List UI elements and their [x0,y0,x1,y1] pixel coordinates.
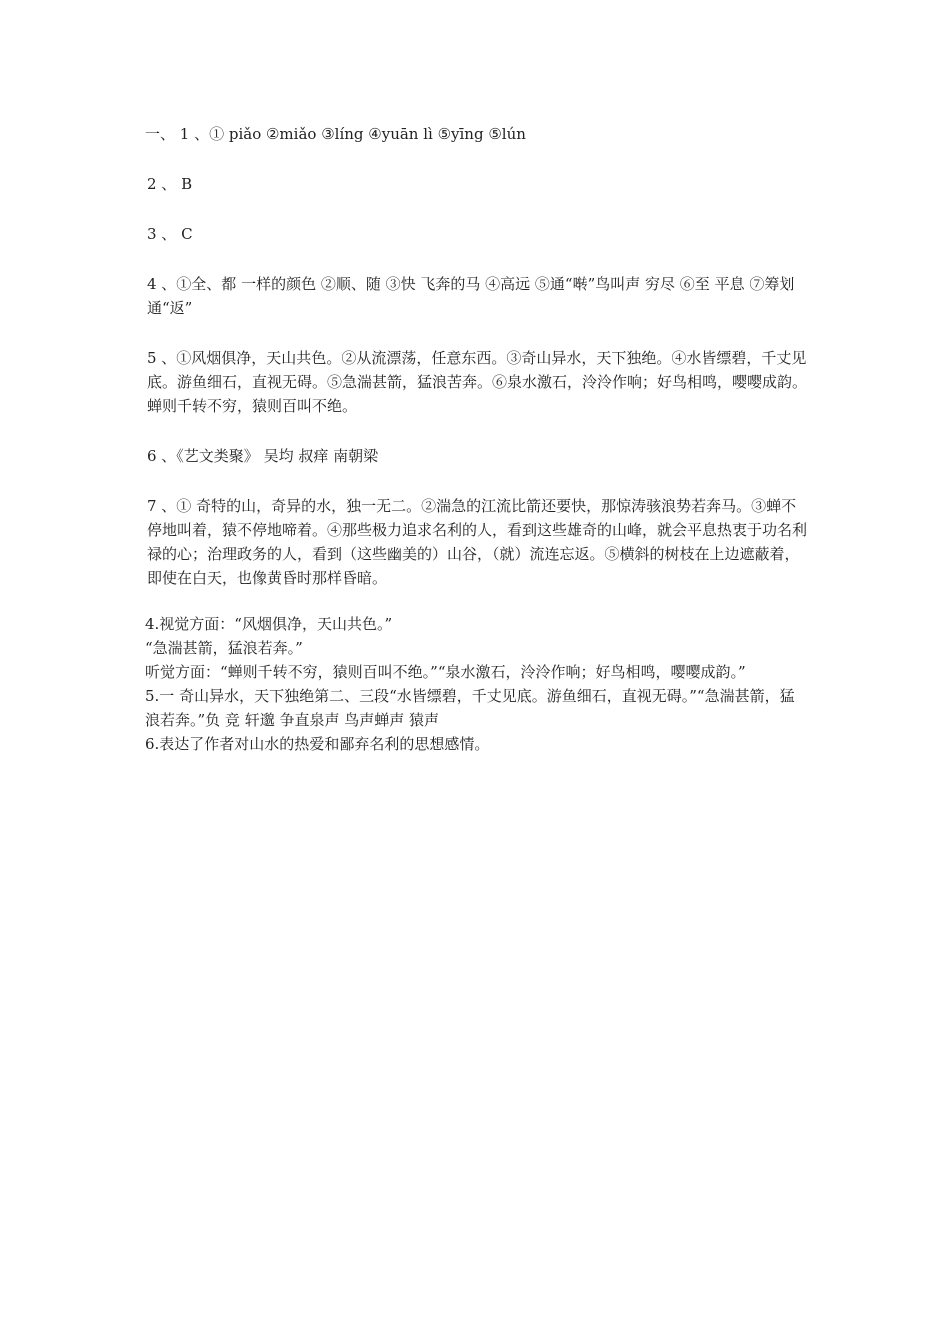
answer-q2: 2 、 B [147,175,193,193]
answer-q7: 7 、① 奇特的山，奇异的水，独一无二。②湍急的江流比箭还要快，那惊涛骇浪势若奔马。③蝉不停地叫着，猿不停地啼着。④那些极力追求名利的人，看到这些雄奇的山峰，就会平息热衷于功名利禄的心；治理政务的人，看到（这些幽美的）山谷，（就）流连忘返。⑤横斜的树枝在上边遮蔽着，即使在白天，也像黄昏时那样昏暗。 [147,497,808,587]
answer-extra4-visual: 4.视觉方面：“风烟俱净，天山共色。” [145,615,393,633]
answer-q6: 6 、《艺文类聚》 吴均 叔痒 南朝梁 [147,447,379,465]
answer-extra4-audio: 听觉方面：“蝉则千转不穷，猿则百叫不绝。”“泉水激石，泠泠作响；好鸟相鸣，嘤嘤成韵。” [145,663,746,681]
answer-extra5: 5.一 奇山异水，天下独绝第二、三段“水皆缥碧，千丈见底。游鱼细石，直视无碍。”“急湍甚箭，猛浪若奔。”负 竞 轩邈 争直泉声 鸟声蝉声 猿声 [145,687,795,729]
answer-q5: 5 、①风烟俱净，天山共色。②从流漂荡，任意东西。③奇山异水，天下独绝。④水皆缥碧，千丈见底。游鱼细石，直视无碍。⑤急湍甚箭，猛浪苦奔。⑥泉水激石，泠泠作响；好鸟相鸣，嘤嘤成韵。蝉则千转不穷，猿则百叫不绝。 [147,349,808,415]
answer-extra4-quote: “急湍甚箭，猛浪若奔。” [145,639,303,657]
answer-extra6: 6.表达了作者对山水的热爱和鄙弃名利的思想感情。 [145,735,490,753]
answer-q3: 3 、 C [147,225,193,243]
answer-document [145,122,807,756]
answer-q1: 一、 1 、① piǎo ②miǎo ③líng ④yuān lì ⑤yīng ⑤lún [145,125,526,143]
answer-q4: 4 、①全、都 一样的颜色 ②顺、随 ③快 飞奔的马 ④高远 ⑤通“啭”鸟叫声 穷尽 ⑥至 平息 ⑦筹划 通“返” [147,275,795,317]
